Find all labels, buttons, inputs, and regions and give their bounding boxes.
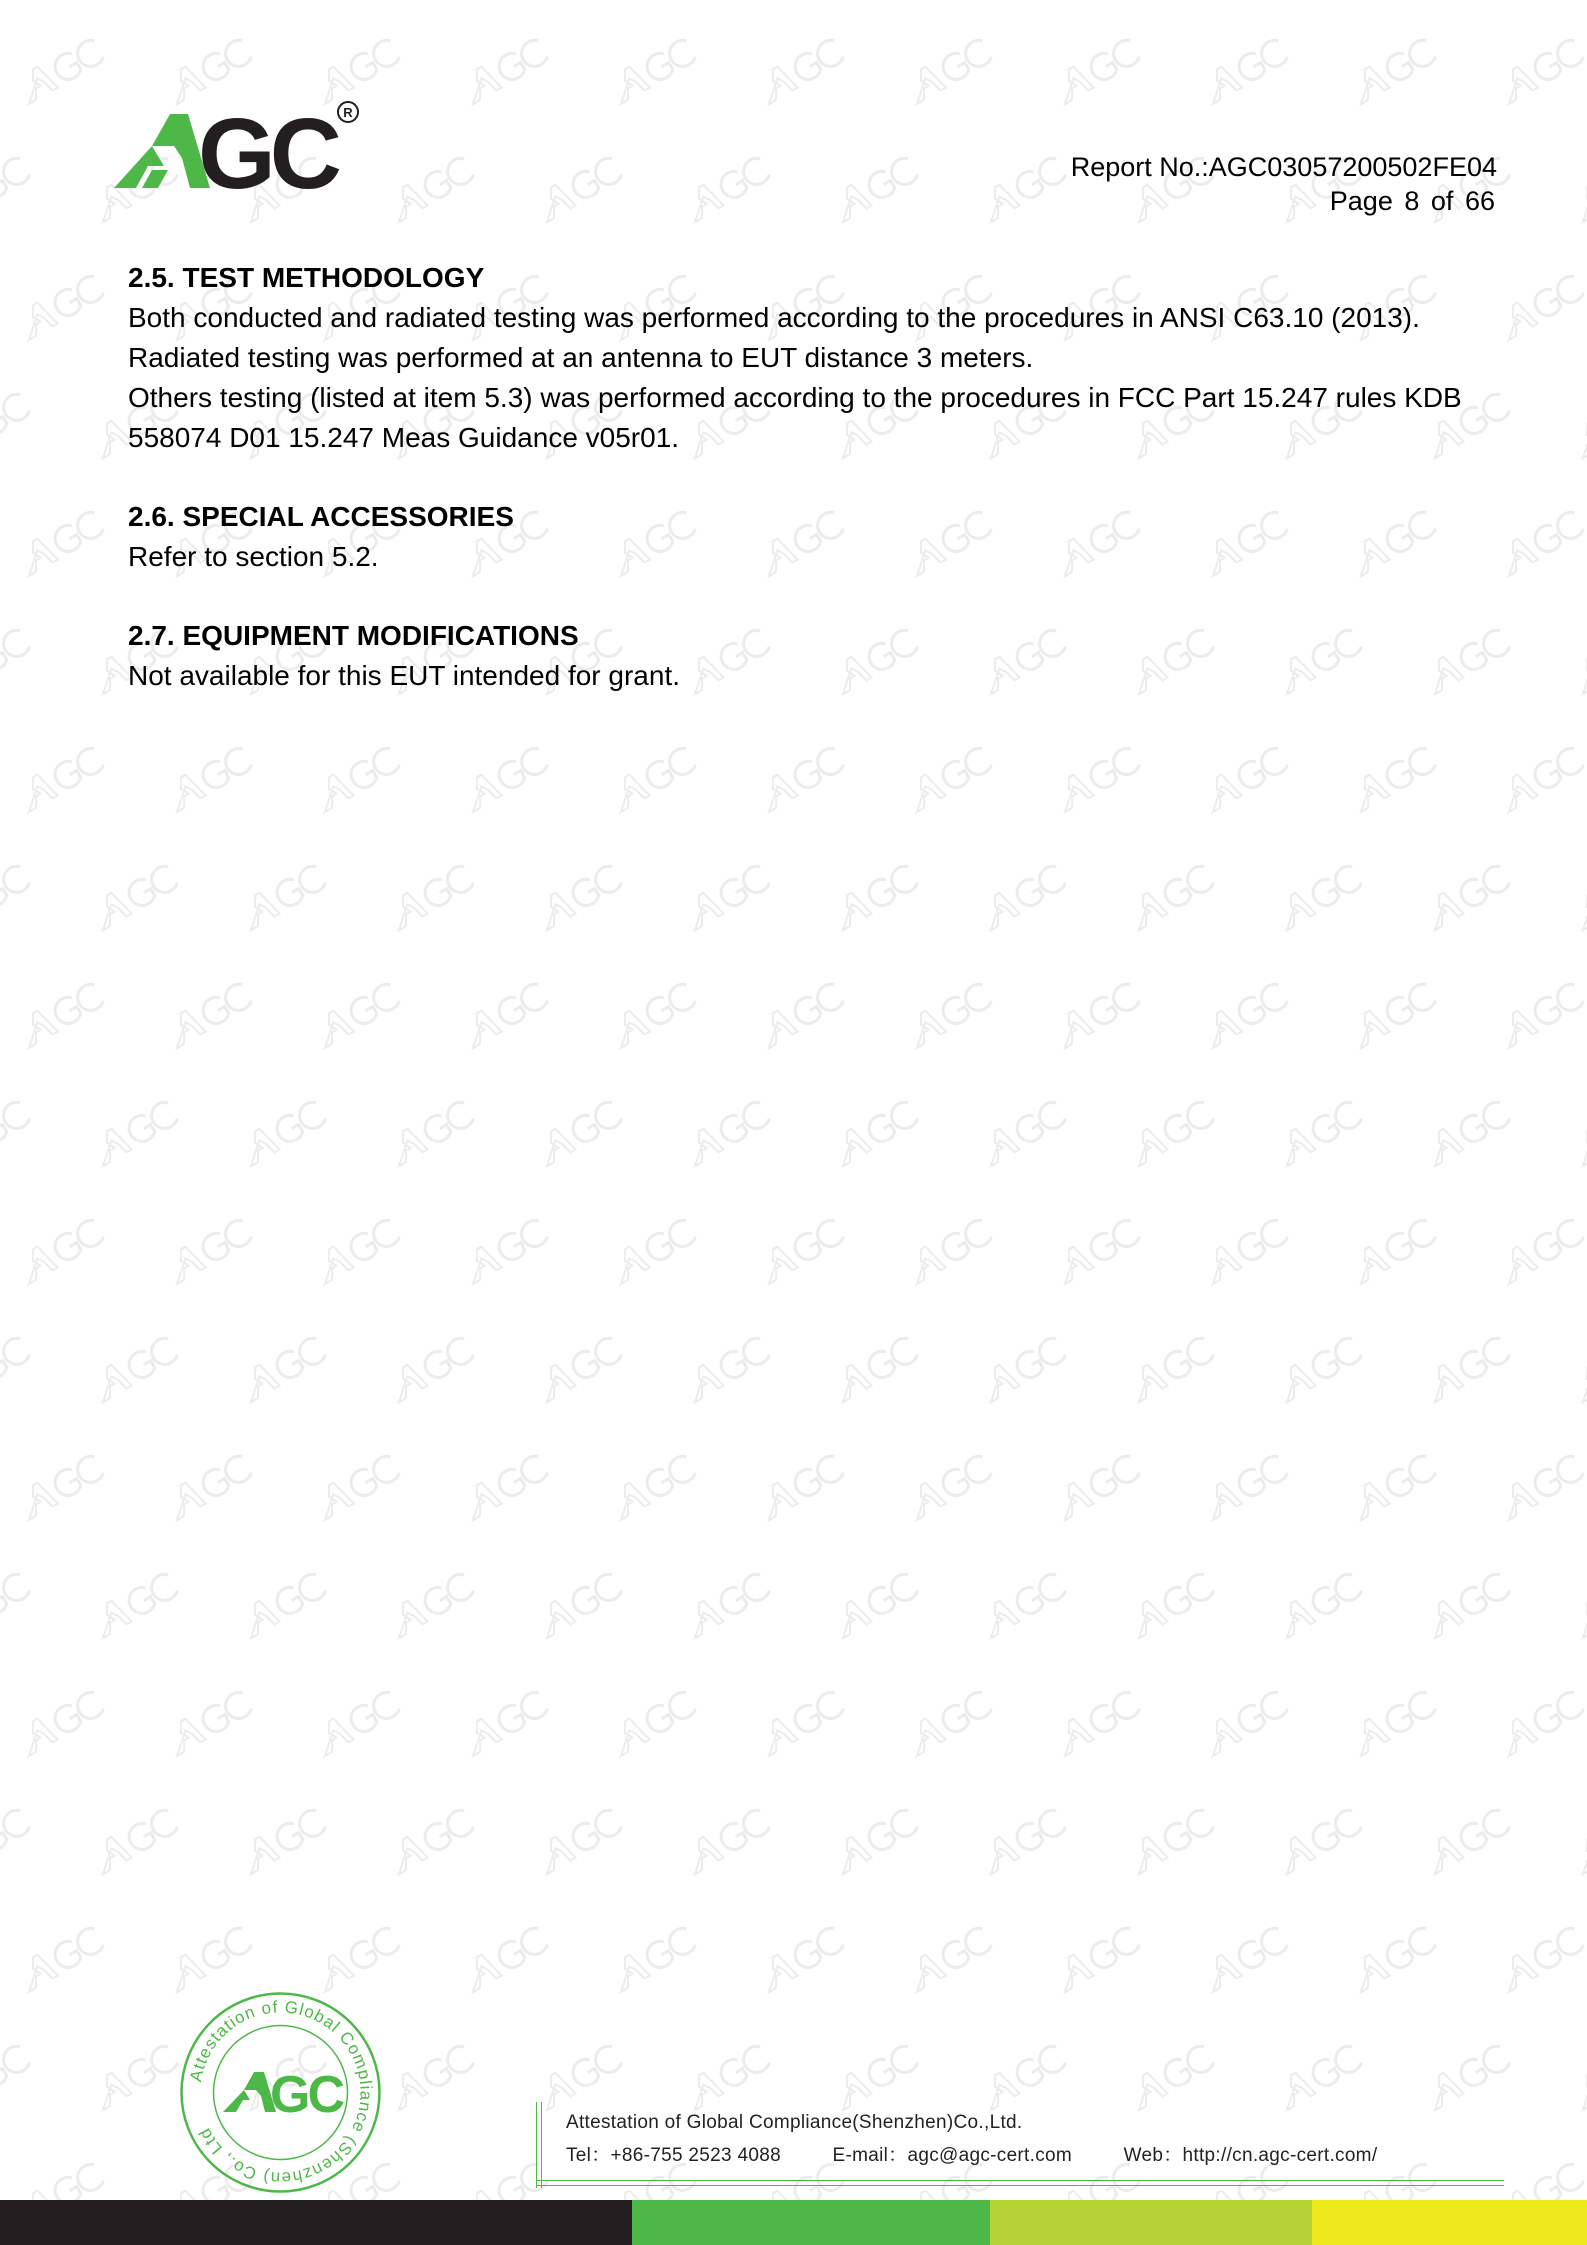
- watermark-logo: [1051, 1452, 1141, 1520]
- watermark-logo: [829, 1570, 919, 1638]
- footer-bar-lime: [990, 2200, 1312, 2245]
- watermark-logo: [1347, 980, 1437, 1048]
- watermark-logo: [977, 862, 1067, 930]
- watermark-logo: [311, 980, 401, 1048]
- watermark-logo: [15, 1216, 105, 1284]
- watermark-logo: [1347, 1216, 1437, 1284]
- watermark-logo: [89, 1570, 179, 1638]
- watermark-logo: [311, 1216, 401, 1284]
- svg-text:GC: GC: [198, 98, 336, 196]
- watermark-logo: [829, 1098, 919, 1166]
- watermark-logo: [0, 1570, 31, 1638]
- section-line: 558074 D01 15.247 Meas Guidance v05r01.: [128, 422, 680, 453]
- watermark-logo: [459, 1216, 549, 1284]
- watermark-logo: [163, 1452, 253, 1520]
- watermark-logo: [385, 2042, 475, 2110]
- footer-horizontal-rule: [536, 2180, 1504, 2186]
- section-line: Refer to section 5.2.: [128, 541, 379, 572]
- watermark-logo: [163, 1216, 253, 1284]
- watermark-logo: [607, 744, 697, 812]
- section-line: Radiated testing was performed at an antenna to EUT distance 3 meters.: [128, 342, 1034, 373]
- watermark-logo: [237, 1806, 327, 1874]
- watermark-logo: [0, 154, 31, 222]
- watermark-logo: [0, 1098, 31, 1166]
- watermark-logo: [459, 36, 549, 104]
- svg-text:R: R: [343, 105, 353, 120]
- watermark-logo: [89, 1806, 179, 1874]
- watermark-logo: [829, 862, 919, 930]
- page-of-label: of: [1430, 186, 1454, 216]
- document-body: [128, 258, 1498, 735]
- section-special-accessories: [128, 497, 1498, 577]
- watermark-logo: [607, 1216, 697, 1284]
- watermark-logo: [533, 1098, 623, 1166]
- footer-color-bar: [0, 2200, 1587, 2245]
- watermark-logo: [0, 626, 31, 694]
- watermark-logo: [755, 36, 845, 104]
- watermark-logo: [903, 1688, 993, 1756]
- watermark-logo: [1347, 744, 1437, 812]
- watermark-logo: [1051, 1216, 1141, 1284]
- watermark-logo: [1199, 744, 1289, 812]
- watermark-logo: [755, 1216, 845, 1284]
- watermark-logo: [15, 1688, 105, 1756]
- watermark-logo: [1569, 1570, 1587, 1638]
- watermark-logo: [89, 862, 179, 930]
- watermark-logo: [1495, 1688, 1585, 1756]
- watermark-logo: [15, 1452, 105, 1520]
- watermark-logo: [385, 1334, 475, 1402]
- footer-email: E-mail：agc@agc-cert.com: [832, 2145, 1073, 2166]
- footer-company-name: Attestation of Global Compliance(Shenzhen)Co.,Ltd.: [566, 2112, 1023, 2133]
- footer-contact-block: [536, 2100, 1511, 2190]
- watermark-logo: [1569, 626, 1587, 694]
- watermark-logo: [1273, 1570, 1363, 1638]
- watermark-logo: [311, 36, 401, 104]
- watermark-logo: [607, 1924, 697, 1992]
- footer-bar-green: [632, 2200, 990, 2245]
- watermark-logo: [237, 1334, 327, 1402]
- watermark-logo: [15, 980, 105, 1048]
- watermark-logo: [385, 1570, 475, 1638]
- watermark-logo: [533, 1570, 623, 1638]
- watermark-logo: [89, 1098, 179, 1166]
- watermark-logo: [1199, 1216, 1289, 1284]
- watermark-logo: [1495, 508, 1585, 576]
- watermark-logo: [459, 980, 549, 1048]
- watermark-logo: [1199, 1688, 1289, 1756]
- watermark-logo: [311, 1452, 401, 1520]
- footer-contacts: [566, 2140, 1423, 2167]
- section-heading: 2.5. TEST METHODOLOGY: [128, 262, 485, 293]
- watermark-logo: [163, 980, 253, 1048]
- watermark-logo: [237, 862, 327, 930]
- watermark-logo: [1569, 390, 1587, 458]
- watermark-logo: [829, 1334, 919, 1402]
- section-heading: 2.7. EQUIPMENT MODIFICATIONS: [128, 620, 579, 651]
- watermark-logo: [15, 744, 105, 812]
- watermark-logo: [0, 1334, 31, 1402]
- watermark-logo: [681, 1570, 771, 1638]
- watermark-logo: [385, 1806, 475, 1874]
- watermark-logo: [237, 1570, 327, 1638]
- watermark-logo: [533, 1806, 623, 1874]
- watermark-logo: [1347, 1452, 1437, 1520]
- watermark-logo: [385, 1098, 475, 1166]
- watermark-logo: [311, 1688, 401, 1756]
- watermark-logo: [607, 980, 697, 1048]
- watermark-logo: [977, 1806, 1067, 1874]
- watermark-logo: [1569, 2042, 1587, 2110]
- watermark-logo: [903, 1924, 993, 1992]
- watermark-logo: [163, 1688, 253, 1756]
- watermark-logo: [311, 744, 401, 812]
- watermark-logo: [311, 1924, 401, 1992]
- watermark-logo: [459, 1688, 549, 1756]
- watermark-logo: [1125, 1098, 1215, 1166]
- watermark-logo: [1569, 1806, 1587, 1874]
- watermark-logo: [1199, 980, 1289, 1048]
- company-seal-stamp: [178, 1990, 383, 2195]
- watermark-logo: [15, 272, 105, 340]
- watermark-logo: [755, 1688, 845, 1756]
- watermark-logo: [1051, 1924, 1141, 1992]
- watermark-logo: [1421, 862, 1511, 930]
- watermark-logo: [163, 1924, 253, 1992]
- watermark-logo: [1199, 36, 1289, 104]
- watermark-logo: [755, 1924, 845, 1992]
- watermark-logo: [1495, 36, 1585, 104]
- watermark-logo: [903, 980, 993, 1048]
- watermark-logo: [1125, 862, 1215, 930]
- report-number-label: Report No.:: [1070, 152, 1209, 182]
- watermark-logo: [1125, 1806, 1215, 1874]
- watermark-logo: [1347, 1924, 1437, 1992]
- watermark-logo: [163, 744, 253, 812]
- footer-web: Web：http://cn.agc-cert.com/: [1123, 2145, 1378, 2166]
- watermark-logo: [755, 1452, 845, 1520]
- watermark-logo: [607, 1452, 697, 1520]
- section-line: Both conducted and radiated testing was performed according to the procedures in ANSI C63.10 (2013).: [128, 302, 1420, 333]
- watermark-logo: [681, 154, 771, 222]
- watermark-logo: [459, 1452, 549, 1520]
- watermark-logo: [15, 36, 105, 104]
- watermark-logo: [1495, 980, 1585, 1048]
- watermark-logo: [1569, 1098, 1587, 1166]
- watermark-logo: [903, 36, 993, 104]
- watermark-logo: [1421, 1570, 1511, 1638]
- watermark-logo: [1199, 1924, 1289, 1992]
- watermark-logo: [1421, 1806, 1511, 1874]
- page-total: 66: [1464, 186, 1495, 216]
- footer-bar-yellow: [1312, 2200, 1587, 2245]
- watermark-logo: [385, 862, 475, 930]
- watermark-logo: [1569, 862, 1587, 930]
- watermark-logo: [977, 154, 1067, 222]
- section-line: Others testing (listed at item 5.3) was performed according to the procedures in FCC Part 15.247 rules KDB: [128, 382, 1462, 413]
- watermark-logo: [903, 1452, 993, 1520]
- watermark-logo: [681, 1098, 771, 1166]
- watermark-logo: [1273, 1334, 1363, 1402]
- svg-text:GC: GC: [270, 2066, 342, 2124]
- watermark-logo: [1495, 744, 1585, 812]
- watermark-logo: [607, 36, 697, 104]
- section-line: Not available for this EUT intended for grant.: [128, 660, 681, 691]
- watermark-logo: [977, 1570, 1067, 1638]
- watermark-logo: [1421, 1098, 1511, 1166]
- watermark-logo: [0, 2042, 31, 2110]
- watermark-logo: [0, 390, 31, 458]
- watermark-logo: [89, 2042, 179, 2110]
- watermark-logo: [0, 862, 31, 930]
- watermark-logo: [1051, 980, 1141, 1048]
- watermark-logo: [459, 1924, 549, 1992]
- watermark-logo: [163, 36, 253, 104]
- watermark-logo: [1051, 36, 1141, 104]
- watermark-logo: [681, 862, 771, 930]
- footer-tel: Tel：+86-755 2523 4088: [566, 2145, 781, 2166]
- watermark-logo: [1347, 1688, 1437, 1756]
- watermark-logo: [1051, 1688, 1141, 1756]
- agc-logo: [112, 96, 372, 196]
- watermark-logo: [89, 1334, 179, 1402]
- watermark-logo: [903, 1216, 993, 1284]
- section-equipment-modifications: [128, 616, 1498, 696]
- footer-bar-black: [0, 2200, 632, 2245]
- watermark-logo: [607, 1688, 697, 1756]
- watermark-logo: [1421, 1334, 1511, 1402]
- watermark-logo: [829, 1806, 919, 1874]
- watermark-logo: [0, 1806, 31, 1874]
- watermark-logo: [1199, 1452, 1289, 1520]
- watermark-logo: [903, 744, 993, 812]
- watermark-logo: [977, 1334, 1067, 1402]
- watermark-logo: [681, 1806, 771, 1874]
- watermark-logo: [15, 1924, 105, 1992]
- report-number-value: AGC03057200502FE04: [1208, 152, 1497, 182]
- watermark-logo: [1569, 1334, 1587, 1402]
- section-test-methodology: [128, 258, 1498, 458]
- report-number: [1071, 150, 1497, 184]
- watermark-logo: [533, 862, 623, 930]
- watermark-logo: [755, 744, 845, 812]
- section-heading: 2.6. SPECIAL ACCESSORIES: [128, 501, 514, 532]
- watermark-logo: [1347, 36, 1437, 104]
- watermark-logo: [1495, 1216, 1585, 1284]
- page-indicator: [1071, 184, 1497, 218]
- watermark-logo: [1273, 1806, 1363, 1874]
- watermark-logo: [1495, 1924, 1585, 1992]
- page-current: 8: [1404, 186, 1420, 216]
- watermark-logo: [15, 508, 105, 576]
- watermark-logo: [1273, 1098, 1363, 1166]
- report-header: [1071, 150, 1497, 218]
- watermark-logo: [755, 980, 845, 1048]
- watermark-logo: [1569, 154, 1587, 222]
- watermark-logo: [237, 1098, 327, 1166]
- footer-vertical-rule: [536, 2102, 542, 2188]
- watermark-logo: [977, 1098, 1067, 1166]
- watermark-logo: [1051, 744, 1141, 812]
- watermark-logo: [1495, 1452, 1585, 1520]
- watermark-logo: [533, 154, 623, 222]
- watermark-logo: [533, 1334, 623, 1402]
- watermark-logo: [385, 154, 475, 222]
- watermark-logo: [681, 1334, 771, 1402]
- seal-ring-text: Attestation of Global Compliance (Shenzhen) Co., Ltd: [186, 1997, 376, 2188]
- watermark-logo: [459, 744, 549, 812]
- watermark-logo: [1273, 862, 1363, 930]
- watermark-logo: [829, 154, 919, 222]
- watermark-logo: [1495, 272, 1585, 340]
- watermark-logo: [1125, 1334, 1215, 1402]
- watermark-logo: [1125, 1570, 1215, 1638]
- page-label: Page: [1329, 186, 1393, 216]
